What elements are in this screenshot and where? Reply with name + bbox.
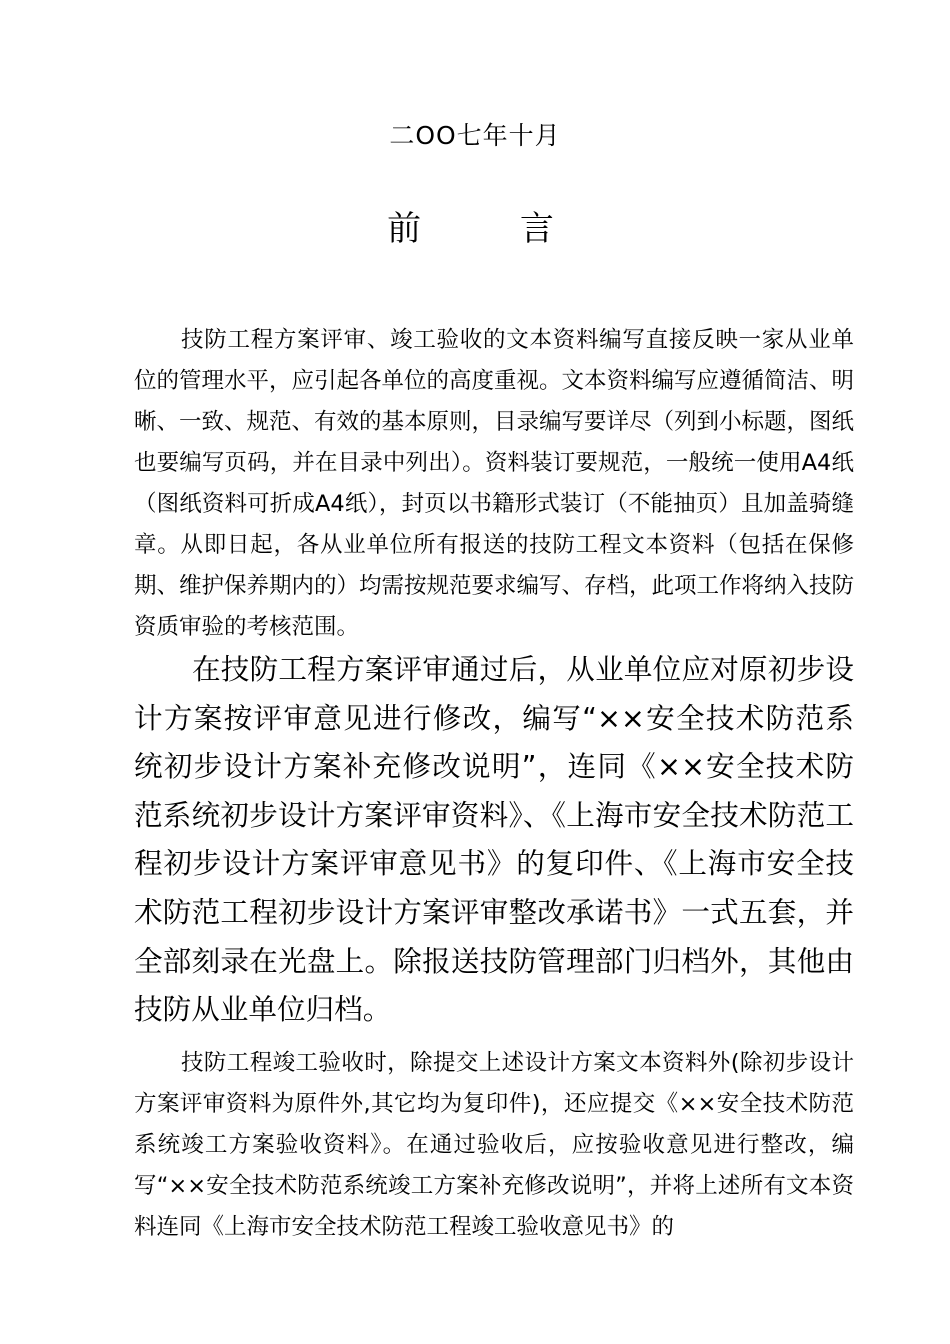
paragraph-acceptance: 技防工程竣工验收时，除提交上述设计方案文本资料外(除初步设计方案评审资料为原件外,其它均为复印件)，还应提交《××安全技术防范系统竣工方案验收资料》。在通过验收后，应按验收意见进行整改，编写“××安全技术防范系统竣工方案补充修改说明”，并将上述所有文本资料连同《上海市安全技术防范工程竣工验收意见书》的 — [134, 1050, 854, 1240]
document-date: 二OO七年十月 — [389, 121, 561, 150]
page-title: 前 言 — [387, 209, 598, 249]
paragraph-review: 在技防工程方案评审通过后，从业单位应对原初步设计方案按评审意见进行修改，编写“××安全技术防范系统初步设计方案补充修改说明”，连同《××安全技术防范系统初步设计方案评审资料》、《上海市安全技术防范工程初步设计方案评审意见书》的复印件、《上海市安全技术防范工程初步设计方案评审整改承诺书》一式五套，并全部刻录在光盘上。除报送技防管理部门归档外，其他由技防从业单位归档。 — [134, 652, 854, 1027]
paragraph-intro: 技防工程方案评审、竣工验收的文本资料编写直接反映一家从业单位的管理水平，应引起各单位的高度重视。文本资料编写应遵循简洁、明晰、一致、规范、有效的基本原则，目录编写要详尽（列到小标题，图纸也要编写页码，并在目录中列出）。资料装订要规范，一般统一使用A4纸（图纸资料可折成A4纸），封页以书籍形式装订（不能抽页）且加盖骑缝章。从即日起，各从业单位所有报送的技防工程文本资料（包括在保修期、维护保养期内的）均需按规范要求编写、存档，此项工作将纳入技防资质审验的考核范围。 — [134, 327, 855, 640]
